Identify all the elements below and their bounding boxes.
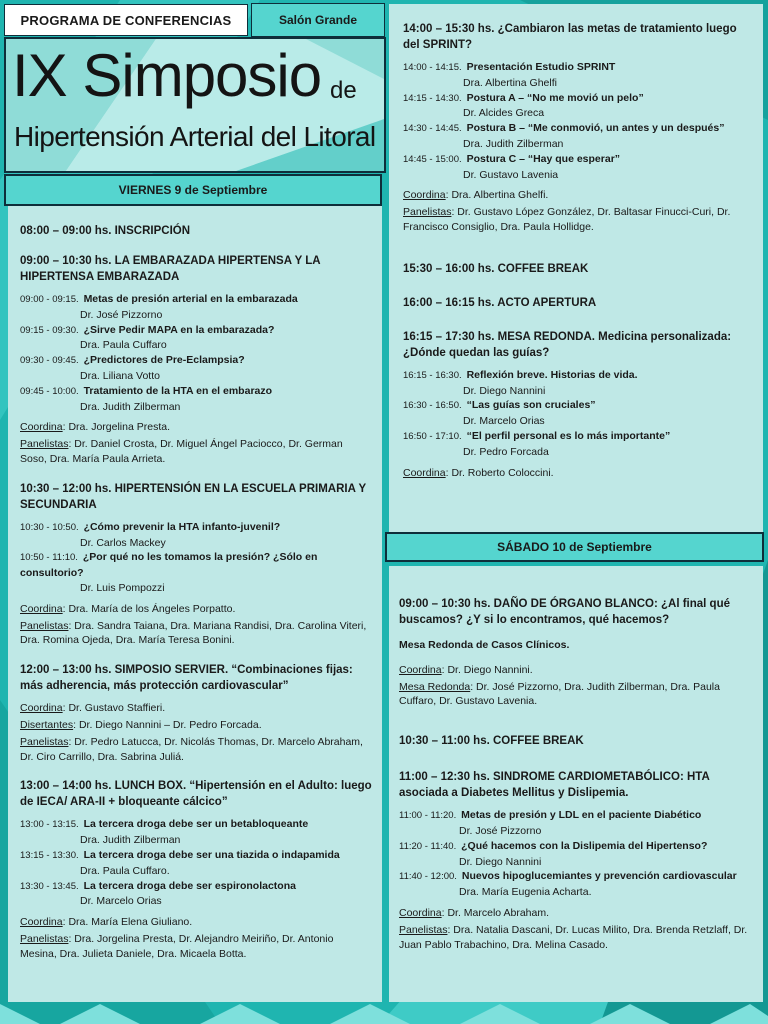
talk-speaker: Dr. Carlos Mackey [80, 536, 166, 549]
session-mesa-redonda [403, 329, 753, 481]
talk-item [403, 152, 753, 183]
talk-title: Presentación Estudio SPRINT [466, 61, 616, 73]
talk-title: ¿Cómo prevenir la HTA infanto-juvenil? [83, 520, 281, 533]
coordinator-label: Coordina [20, 602, 63, 615]
session-sprint [403, 21, 753, 235]
talk-speaker: Dra. María Eugenia Acharta. [459, 886, 592, 899]
talk-title: “El perfil personal es lo más importante” [466, 429, 671, 442]
panelists-label: Panelistas [20, 735, 69, 748]
talk-time: 11:00 - 11:20. [399, 810, 457, 822]
talk-speaker: Dra. Albertina Ghelfi [463, 76, 557, 89]
session-servier [20, 662, 372, 764]
session-title: 13:00 – 14:00 hs. LUNCH BOX. “Hipertensión en el Adulto: luego de IECA/ ARA-II + bloqueante cálcico” [20, 780, 372, 809]
talk-item [20, 817, 372, 848]
talk-speaker: Dr. Marcelo Orias [463, 415, 545, 428]
talk-item [403, 60, 753, 91]
session-title: 16:00 – 16:15 hs. ACTO APERTURA [403, 296, 597, 309]
coordinator-line [20, 915, 372, 930]
coordinator-line [399, 906, 753, 921]
coordinator-names: : Dra. María Elena Giuliano. [62, 916, 193, 929]
talk-item [20, 353, 372, 384]
talk-title: “Las guías son cruciales” [466, 399, 596, 412]
talk-time: 09:15 - 09:30. [20, 324, 79, 336]
talk-speaker: Dra. Judith Zilberman [80, 400, 181, 413]
talk-time: 14:15 - 14:30. [403, 92, 462, 104]
talk-time: 14:30 - 14:45. [403, 123, 462, 135]
coordinator-names: : Dr. Roberto Coloccini. [445, 466, 554, 479]
talk-time: 10:30 - 10:50. [20, 521, 79, 533]
talk-item [403, 368, 753, 399]
round-table-line [399, 680, 753, 710]
talk-title: ¿Sirve Pedir MAPA en la embarazada? [83, 323, 275, 336]
panelists-line [20, 619, 372, 649]
talk-item [20, 520, 372, 551]
talk-time: 14:45 - 15:00. [403, 153, 462, 165]
speakers-names: : Dr. Diego Nannini – Dr. Pedro Forcada. [73, 718, 262, 731]
coordinator-label: Coordina [20, 421, 63, 434]
coordinator-names: : Dra. María de los Ángeles Porpatto. [62, 602, 236, 615]
talk-item [403, 398, 753, 429]
panelists-line [20, 735, 372, 765]
talk-item [399, 869, 753, 900]
coordinator-names: : Dra. Albertina Ghelfi. [445, 189, 549, 202]
coordinator-label: Coordina [20, 702, 63, 715]
talk-title: Nuevos hipoglucemiantes y prevención cardiovascular [461, 870, 737, 883]
talk-title: Postura C – “Hay que esperar” [466, 152, 621, 165]
session-escuela [20, 481, 372, 648]
talk-speaker: Dr. Luis Pompozzi [80, 581, 165, 594]
talk-time: 16:50 - 17:10. [403, 430, 462, 442]
session-title: 09:00 – 10:30 hs. LA EMBARAZADA HIPERTENSA Y LA HIPERTENSA EMBARAZADA [20, 255, 321, 283]
talk-item [399, 839, 753, 870]
talk-speaker: Dr. Marcelo Orias [80, 895, 162, 908]
talk-speaker: Dra. Judith Zilberman [463, 137, 564, 150]
talk-title: Metas de presión arterial en la embarazada [83, 293, 298, 305]
session-embarazada [20, 253, 372, 467]
session-inscripcion [20, 223, 372, 239]
coordinator-names: : Dr. Gustavo Staffieri. [62, 702, 166, 715]
title-de: de [330, 77, 357, 104]
talk-title: Postura A – “No me movió un pelo” [466, 91, 644, 104]
session-title: 14:00 – 15:30 hs. ¿Cambiaron las metas de tratamiento luego del SPRINT? [403, 23, 737, 51]
session-title: 10:30 – 11:00 hs. COFFEE BREAK [399, 735, 584, 748]
round-table-label: Mesa Redonda [399, 680, 471, 693]
talk-item [20, 550, 372, 595]
talk-item [20, 384, 372, 415]
talk-speaker: Dra. Paula Cuffaro. [80, 864, 170, 877]
talk-item [20, 879, 372, 910]
session-title: 11:00 – 12:30 hs. SINDROME CARDIOMETABÓLICO: HTA asociada a Diabetes Mellitus y Dislipemia. [399, 771, 710, 800]
session-cardiometabolico [399, 769, 753, 952]
talk-time: 09:30 - 09:45. [20, 355, 79, 367]
talk-item [399, 808, 753, 839]
speakers-label: Disertantes [20, 718, 74, 731]
program-label: PROGRAMA DE CONFERENCIAS [4, 4, 248, 36]
friday-afternoon-panel [389, 4, 763, 532]
talk-speaker: Dr. Pedro Forcada [463, 445, 549, 458]
coordinator-line [399, 663, 753, 678]
session-title: 08:00 – 09:00 hs. INSCRIPCIÓN [20, 225, 191, 237]
talk-speaker: Dr. Diego Nannini [463, 384, 546, 397]
coordinator-line [20, 701, 372, 716]
session-title: 12:00 – 13:00 hs. SIMPOSIO SERVIER. “Combinaciones fijas: más adherencia, más protección cardiovascular” [20, 664, 353, 693]
coordinator-label: Coordina [403, 466, 446, 479]
session-title: 15:30 – 16:00 hs. COFFEE BREAK [403, 262, 589, 275]
talk-item [20, 292, 372, 323]
talk-title: ¿Predictores de Pre-Eclampsia? [83, 354, 245, 367]
session-title: 10:30 – 12:00 hs. HIPERTENSIÓN EN LA ESCUELA PRIMARIA Y SECUNDARIA [20, 482, 366, 511]
talk-time: 14:00 - 14:15. [403, 62, 462, 73]
talk-list [399, 808, 753, 900]
panelists-label: Panelistas [20, 619, 69, 632]
talk-time: 09:45 - 10:00. [20, 385, 79, 397]
talk-speaker: Dra. Liliana Votto [80, 369, 160, 382]
coordinator-line [20, 602, 372, 617]
talk-speaker: Dr. José Pizzorno [459, 824, 542, 837]
talk-title: Metas de presión y LDL en el paciente Diabético [461, 809, 702, 822]
panelists-names: : Dr. Daniel Crosta, Dr. Miguel Ángel Paciocco, Dr. German Soso, Dra. María Paula Arrieta. [20, 438, 343, 465]
talk-item [20, 848, 372, 879]
talk-item [403, 429, 753, 460]
talk-title: ¿Qué hacemos con la Dislipemia del Hipertenso? [461, 839, 708, 852]
coordinator-names: : Dr. Diego Nannini. [441, 663, 533, 676]
talk-time: 09:00 - 09:15. [20, 294, 79, 305]
saturday-header: SÁBADO 10 de Septiembre [385, 532, 764, 562]
talk-time: 16:15 - 16:30. [403, 369, 462, 381]
talk-list [403, 60, 753, 182]
talk-time: 16:30 - 16:50. [403, 400, 462, 412]
coordinator-names: : Dr. Marcelo Abraham. [441, 906, 549, 919]
panelists-names: : Dra. Jorgelina Presta, Dr. Alejandro Meiriño, Dr. Antonio Mesina, Dra. Julieta Daniele, Dra. Micaela Botta. [20, 932, 334, 960]
saturday-panel [389, 566, 763, 1002]
panelists-label: Panelistas [403, 206, 452, 219]
coordinator-names: : Dra. Jorgelina Presta. [62, 421, 171, 434]
session-coffee-break-sat [399, 733, 753, 749]
talk-time: 13:00 - 13:15. [20, 819, 79, 831]
session-subtitle: Mesa Redonda de Casos Clínicos. [399, 639, 570, 651]
title-sub: Hipertensión Arterial del Litoral [14, 121, 376, 152]
talk-speaker: Dra. Paula Cuffaro [80, 339, 167, 352]
talk-time: 13:30 - 13:45. [20, 880, 79, 892]
talk-speaker: Dr. Gustavo Lavenia [463, 168, 559, 181]
coordinator-label: Coordina [399, 663, 442, 676]
session-title: 09:00 – 10:30 hs. DAÑO DE ÓRGANO BLANCO: ¿Al final qué buscamos? ¿Y si lo encontramos, qué hacemos? [399, 598, 731, 626]
panelists-names: : Dra. Natalia Dascani, Dr. Lucas Milito, Dra. Brenda Retzlaff, Dr. Juan Pablo Trabachino, Dra. Melina Casado. [399, 923, 748, 951]
session-title: 16:15 – 17:30 hs. MESA REDONDA. Medicina personalizada: ¿Dónde quedan las guías? [403, 330, 732, 359]
panelists-label: Panelistas [20, 932, 69, 945]
coordinator-label: Coordina [399, 906, 442, 919]
talk-speaker: Dra. Judith Zilberman [80, 834, 181, 847]
talk-time: 13:15 - 13:30. [20, 849, 79, 861]
talk-title: La tercera droga debe ser un betabloqueante [83, 818, 309, 831]
talk-speaker: Dr. José Pizzorno [80, 308, 163, 321]
talk-title: Tratamiento de la HTA en el embarazo [83, 384, 273, 397]
talk-title: La tercera droga debe ser una tiazida o indapamida [83, 848, 340, 861]
talk-time: 11:20 - 11:40. [399, 840, 457, 852]
talk-list [403, 368, 753, 460]
talk-speaker: Dr. Diego Nannini [459, 855, 542, 868]
talk-item [403, 91, 753, 122]
panelists-line [20, 932, 372, 962]
talk-list [20, 292, 372, 414]
talk-title: ¿Por qué no les tomamos la presión? ¿Sólo en consultorio? [20, 551, 318, 580]
coordinator-label: Coordina [20, 916, 63, 929]
talk-title: La tercera droga debe ser espironolactona [83, 879, 296, 892]
coordinator-label: Coordina [403, 189, 446, 202]
title-main: IX Simposio [12, 42, 322, 109]
session-acto-apertura [403, 295, 753, 311]
room-label: Salón Grande [251, 3, 385, 37]
session-dano-organo [399, 596, 753, 709]
talk-time: 11:40 - 12:00. [399, 871, 457, 883]
talk-title: Postura B – “Me conmovió, un antes y un después” [466, 122, 725, 135]
panelists-names: : Dra. Sandra Taiana, Dra. Mariana Randisi, Dra. Carolina Viteri, Dra. Romina Ojeda, Dra. María Teresa Bonini. [20, 619, 367, 647]
panelists-label: Panelistas [399, 923, 448, 936]
panelists-line [403, 205, 753, 235]
talk-speaker: Dr. Alcides Greca [463, 107, 545, 120]
coordinator-line [403, 466, 753, 481]
talk-list [20, 520, 372, 596]
coordinator-line [403, 188, 753, 203]
round-table-names: : Dr. José Pizzorno, Dra. Judith Zilberman, Dra. Paula Cuffaro, Dr. Gustavo Lavenia. [399, 680, 720, 708]
panelists-names: : Dr. Pedro Latucca, Dr. Nicolás Thomas, Dr. Marcelo Abraham, Dr. Ciro Carrillo, Dra. Sabrina Juliá. [20, 735, 363, 763]
panelists-line [20, 437, 372, 467]
friday-header: VIERNES 9 de Septiembre [4, 174, 382, 206]
talk-time: 10:50 - 11:10. [20, 552, 78, 564]
session-coffee-break [403, 261, 753, 277]
coordinator-line [20, 420, 372, 435]
panelists-label: Panelistas [20, 438, 69, 451]
panelists-line [399, 923, 753, 953]
title-banner [4, 37, 386, 173]
talk-item [403, 121, 753, 152]
talk-title: Reflexión breve. Historias de vida. [466, 368, 638, 381]
friday-morning-panel [8, 206, 382, 1002]
talk-list [20, 817, 372, 909]
talk-item [20, 323, 372, 354]
speakers-line [20, 718, 372, 733]
session-lunch-box [20, 778, 372, 961]
panelists-names: : Dr. Gustavo López González, Dr. Baltasar Finucci-Curi, Dr. Francisco Consiglio, Dra. Paula Hollidge. [403, 206, 731, 233]
